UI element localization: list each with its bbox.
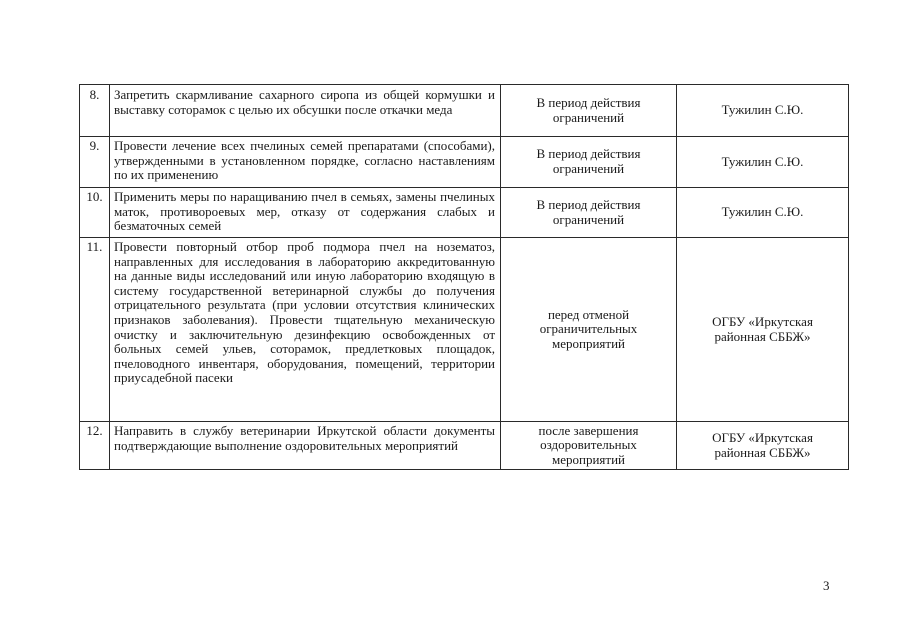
deadline-cell	[501, 422, 676, 469]
measure-text: Провести повторный отбор проб подмора пчел на нозематоз, направленных для исследования в лабораторию аккредитованную на данные виды исследований или иную лабораторию входящую в систему государственной ветеринарной службы до получения отрицательного результата (при условии отсутствия клинических признаков заболевания). Провести тщательную механическую очистку и заключительную дезинфекцию освобожденных от больных семей ульев, сотoрамок, предлетковых площадок, пчеловодного инвентаря, оборудования, помещений, территории приусадебной пасеки	[114, 239, 495, 386]
responsible-cell	[677, 188, 848, 237]
deadline-text: В период действия ограничений	[536, 146, 641, 176]
row-number: 11.	[86, 239, 103, 254]
row-number: 10.	[86, 189, 103, 204]
measure-text: Применить меры по наращиванию пчел в семьях, замены пчелиных маток, противороевых мер, отказу от содержания слабых и безматочных семей	[114, 189, 495, 234]
row-number: 9.	[89, 138, 100, 153]
deadline-text: В период действия ограничений	[536, 94, 641, 125]
responsible-cell	[677, 137, 848, 187]
responsible-cell	[677, 85, 848, 136]
responsible-cell	[677, 422, 848, 469]
deadline-text: В период действия ограничений	[536, 196, 641, 227]
responsible-text: ОГБУ «Иркутская районная СББЖ»	[712, 429, 813, 460]
measure-text: Направить в службу ветеринарии Иркутской области документы подтверждающие выполнение оздоровительных мероприятий	[114, 423, 495, 453]
deadline-cell	[501, 238, 676, 421]
row-number: 12.	[86, 423, 103, 438]
responsible-text: Тужилин С.Ю.	[721, 102, 804, 118]
responsible-text: Тужилин С.Ю.	[721, 204, 804, 220]
row-number: 8.	[89, 87, 100, 102]
responsible-text: ОГБУ «Иркутская районная СББЖ»	[712, 313, 813, 344]
deadline-cell	[501, 85, 676, 136]
deadline-cell	[501, 188, 676, 237]
responsible-cell	[677, 238, 848, 421]
deadline-text: после завершения оздоровительных мероприятий	[538, 422, 639, 467]
measure-text: Провести лечение всех пчелиных семей препаратами (способами), утвержденными в установленном порядке, согласно наставлениям по их применению	[114, 138, 495, 183]
measure-text: Запретить скармливание сахарного сиропа из общей кормушки и выставку сотoрамок с целью их обсушки после откачки меда	[114, 87, 495, 117]
responsible-text: Тужилин С.Ю.	[721, 153, 804, 169]
deadline-text: перед отменой ограничительных мероприятий	[539, 306, 638, 351]
measures-table	[79, 84, 849, 470]
page-number: 3	[823, 578, 830, 593]
deadline-cell	[501, 137, 676, 187]
